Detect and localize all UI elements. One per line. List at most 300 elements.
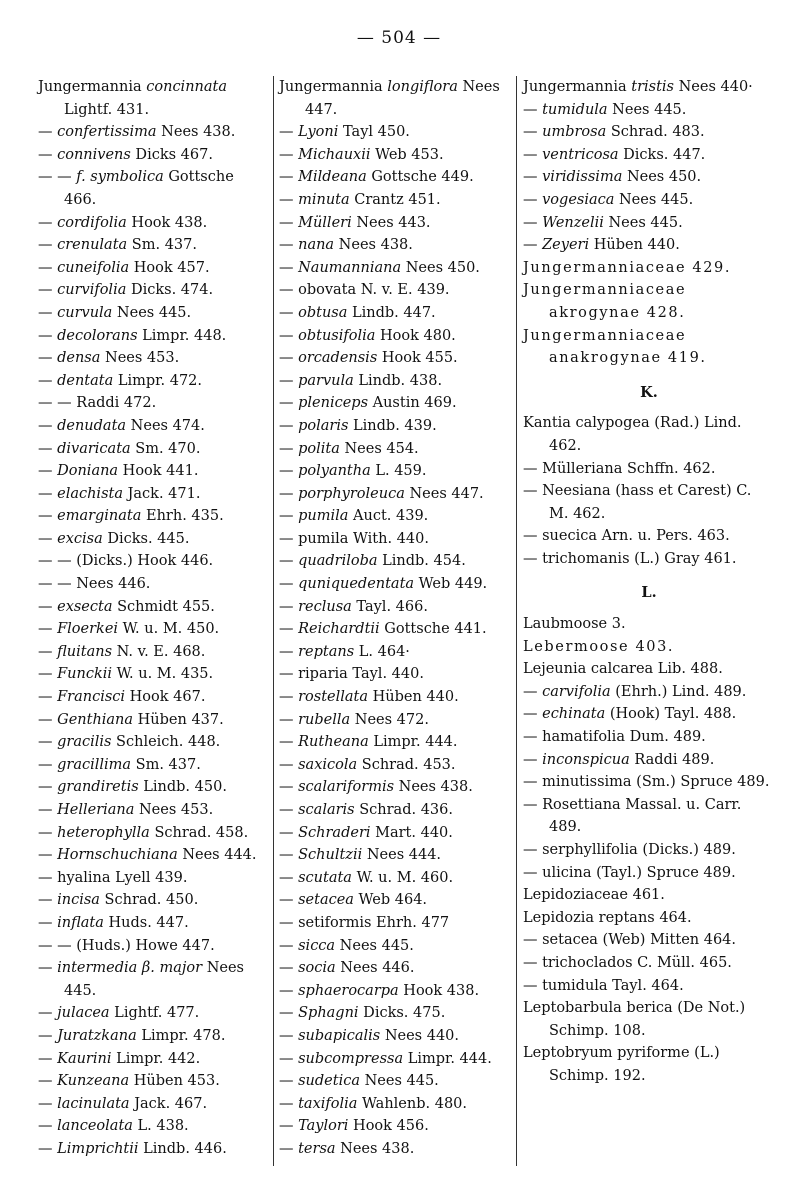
entry-prefix: —: [523, 751, 543, 768]
entry-species-name: Mülleri: [298, 214, 352, 231]
entry-species-name: quadriloba: [298, 553, 378, 570]
entry-species-name: excisa: [57, 530, 103, 547]
entry-author-page: Nees 438.: [335, 1140, 415, 1157]
index-entry: [279, 166, 515, 189]
index-entry: [279, 460, 515, 483]
index-entry: [523, 613, 775, 636]
entry-author-page: Nees 444.: [362, 847, 442, 864]
index-entry: [38, 935, 268, 958]
index-entry: [279, 234, 515, 257]
index-entry: [279, 822, 515, 845]
index-entry: [523, 952, 775, 975]
entry-species-name: Hornschuchiana: [57, 847, 178, 864]
index-entry: [523, 726, 775, 749]
index-entry: [279, 663, 515, 686]
index-entry: [279, 1093, 515, 1116]
entry-author-page: Web 453.: [370, 146, 444, 163]
entry-prefix: —: [38, 124, 58, 141]
entry-author-page: Auct. 439.: [348, 508, 429, 525]
entry-species-name: Schraderi: [298, 824, 371, 841]
index-entry: [279, 1025, 515, 1048]
entry-prefix: —: [38, 1118, 58, 1135]
index-entry: [38, 776, 268, 799]
entry-author-page: Sm. 437.: [127, 237, 197, 254]
entry-species-name: reclusa: [298, 598, 352, 615]
entry-species-name: dentata: [57, 372, 114, 389]
entry-prefix: —: [38, 847, 58, 864]
index-entry: [523, 257, 775, 280]
entry-prefix: Jungermannia: [279, 79, 388, 95]
index-entry: [38, 1138, 268, 1161]
index-entry: [523, 121, 775, 144]
section-letter-heading: [523, 582, 775, 605]
entry-species-name: Doniana: [57, 463, 119, 480]
entry-species-name: gracilis: [57, 734, 112, 751]
entry-prefix: —: [523, 237, 543, 254]
entry-species-name: obtusa: [298, 304, 348, 321]
index-entry: [279, 1070, 515, 1093]
entry-prefix: —: [38, 621, 58, 638]
entry-prefix: L.: [641, 584, 657, 602]
entry-author-page: (Hook) Tayl. 488.: [605, 706, 737, 723]
entry-author-page: Web 464.: [353, 892, 428, 909]
index-entry: [279, 1138, 515, 1161]
entry-prefix: —: [38, 1073, 58, 1090]
entry-prefix: —: [38, 327, 58, 344]
index-entry: [523, 975, 775, 998]
entry-prefix: —: [279, 576, 299, 593]
entry-prefix: —: [38, 304, 58, 321]
entry-author-page: Nees 438.: [394, 779, 473, 796]
entry-prefix: —: [38, 914, 58, 931]
entry-species-name: densa: [57, 350, 101, 367]
entry-prefix: —: [38, 802, 58, 818]
entry-species-name: cordifolia: [57, 214, 127, 231]
entry-species-name: Wenzelii: [542, 214, 604, 231]
index-entry: [523, 771, 775, 794]
entry-species-name: Kaurini: [57, 1050, 112, 1067]
column-rule-left: [273, 76, 274, 1166]
index-entry: [38, 1093, 268, 1116]
index-entry: [279, 957, 515, 980]
index-entry: [279, 596, 515, 619]
index-entry: [523, 907, 775, 930]
entry-species-name: umbrosa: [542, 124, 607, 141]
entry-author-page: Sm. 470.: [130, 440, 201, 457]
entry-species-name: denudata: [57, 417, 127, 434]
index-entry: [523, 99, 775, 122]
entry-prefix: Leptobarbula berica (De Not.) Schimp. 108.: [523, 1000, 746, 1039]
index-entry: [38, 573, 268, 596]
entry-species-name: scutata: [298, 869, 352, 886]
entry-species-name: curvifolia: [57, 282, 127, 299]
entry-prefix: Lepidoziaceae 461.: [523, 887, 665, 904]
entry-author-page: Schrad. 483.: [606, 124, 705, 141]
entry-author-page: Limpr. 472.: [113, 372, 203, 389]
entry-prefix: —: [279, 440, 299, 457]
entry-species-name: cuneifolia: [57, 259, 130, 276]
index-entry: [279, 844, 515, 867]
index-entry: [523, 749, 775, 772]
index-entry: [279, 370, 515, 393]
entry-prefix: — hamatifolia Dum. 489.: [523, 729, 706, 746]
entry-species-name: taxifolia: [298, 1095, 358, 1112]
index-entry: [38, 844, 268, 867]
entry-species-name: inconspicua: [542, 751, 630, 768]
entry-species-name: parvula: [298, 372, 354, 389]
entry-species-name: porphyroleuca: [298, 485, 405, 502]
entry-species-name: Limprichtii: [57, 1140, 139, 1157]
entry-species-name: polita: [298, 440, 340, 457]
entry-author-page: Limpr. 448.: [137, 327, 227, 344]
entry-author-page: Wahlenb. 480.: [357, 1095, 468, 1112]
index-entry: [279, 392, 515, 415]
entry-author-page: Nees 453.: [100, 350, 180, 367]
index-entry: [279, 189, 515, 212]
entry-prefix: — hyalina Lyell 439.: [38, 869, 188, 886]
entry-prefix: —: [279, 259, 299, 276]
entry-author-page: Tayl 450.: [338, 124, 410, 141]
index-entry: [38, 867, 268, 890]
entry-prefix: —: [279, 824, 299, 841]
index-entry: [279, 573, 515, 596]
entry-prefix: —: [38, 779, 58, 796]
entry-prefix: —: [279, 689, 299, 706]
index-entry: [523, 480, 775, 525]
index-entry: [38, 641, 268, 664]
index-entry: [38, 415, 268, 438]
index-entry: [523, 636, 775, 659]
entry-author-page: Tayl. 466.: [351, 598, 428, 615]
index-entry: [523, 234, 775, 257]
entry-species-name: Naumanniana: [298, 259, 402, 276]
index-entry: [523, 884, 775, 907]
entry-prefix: —: [38, 214, 58, 231]
entry-prefix: —: [279, 146, 299, 163]
entry-species-name: f. symbolica: [76, 169, 164, 186]
entry-author-page: Crantz 451.: [349, 191, 441, 208]
entry-species-name: saxicola: [298, 756, 358, 773]
entry-author-page: Web 449.: [414, 576, 488, 593]
index-entry: [523, 144, 775, 167]
entry-prefix: — pumila With. 440.: [279, 530, 429, 547]
entry-prefix: — ulicina (Tayl.) Spruce 489.: [523, 864, 736, 881]
entry-prefix: — —: [38, 169, 77, 186]
entry-species-name: rubella: [298, 711, 351, 728]
entry-author-page: Nees 444.: [177, 847, 257, 864]
entry-author-page: Limpr. 478.: [136, 1027, 226, 1044]
entry-species-name: lanceolata: [57, 1118, 133, 1135]
entry-author-page: Lindb. 439.: [348, 417, 437, 434]
entry-species-name: polaris: [298, 417, 349, 434]
entry-author-page: (Ehrh.) Lind. 489.: [610, 683, 747, 700]
entry-prefix: —: [279, 1095, 299, 1112]
entry-species-name: obtusifolia: [298, 327, 376, 344]
entry-prefix: —: [523, 146, 543, 163]
entry-prefix: —: [279, 982, 299, 999]
entry-species-name: curvula: [57, 304, 113, 321]
index-entry: [38, 234, 268, 257]
index-entry: [38, 550, 268, 573]
entry-author-page: Nees 443.: [351, 214, 431, 231]
index-entry: [523, 1042, 775, 1087]
index-entry: [279, 1048, 515, 1071]
entry-author-page: Nees 453.: [134, 802, 214, 818]
entry-prefix: —: [279, 937, 299, 954]
index-entry: [523, 703, 775, 726]
entry-prefix: —: [279, 350, 299, 367]
entry-prefix: —: [279, 1027, 299, 1044]
entry-prefix: — trichoclados C. Müll. 465.: [523, 954, 732, 971]
entry-species-name: tumidula: [542, 101, 608, 118]
index-entry: [279, 935, 515, 958]
entry-prefix: —: [38, 711, 58, 728]
index-entry: [279, 799, 515, 822]
index-entry: [279, 1002, 515, 1025]
entry-species-name: elachista: [57, 485, 123, 502]
entry-author-page: Schrad. 458.: [149, 824, 249, 841]
entry-prefix: —: [279, 643, 299, 660]
entry-author-page: Nees 445.: [614, 191, 694, 208]
entry-prefix: —: [279, 1073, 299, 1090]
entry-prefix: — riparia Tayl. 440.: [279, 666, 424, 683]
entry-author-page: Sm. 437.: [131, 756, 201, 773]
entry-species-name: minuta: [298, 191, 350, 208]
entry-prefix: —: [38, 756, 58, 773]
entry-prefix: —: [38, 598, 58, 615]
entry-author-page: Schrad. 453.: [357, 756, 456, 773]
index-entry: [38, 1115, 268, 1138]
entry-species-name: emarginata: [57, 508, 142, 525]
entry-author-page: Jack. 467.: [129, 1095, 208, 1112]
entry-author-page: Hüben 440.: [589, 237, 680, 254]
entry-author-page: Hook 438.: [398, 982, 480, 999]
entry-prefix: —: [279, 508, 299, 525]
entry-species-name: setacea: [298, 892, 354, 909]
entry-prefix: Laubmoose 3.: [523, 616, 626, 633]
index-entry: [38, 438, 268, 461]
index-entry: [279, 980, 515, 1003]
entry-author-page: Schmidt 455.: [112, 598, 215, 615]
index-entry: [523, 76, 775, 99]
entry-author-page: Nees 447.: [404, 485, 484, 502]
index-entry: [279, 754, 515, 777]
entry-prefix: — Mülleriana Schffn. 462.: [523, 460, 716, 477]
index-entry: [38, 889, 268, 912]
entry-author-page: Austin 469.: [368, 395, 457, 412]
entry-author-page: Nees 445.: [359, 1073, 439, 1090]
page-number: — 504 —: [356, 28, 442, 48]
entry-author-page: Schrad. 450.: [99, 892, 199, 909]
entry-prefix: —: [38, 960, 58, 977]
index-entry: [523, 189, 775, 212]
entry-prefix: —: [279, 756, 299, 773]
index-entry: [279, 776, 515, 799]
entry-prefix: —: [38, 508, 58, 525]
index-entry: [523, 412, 775, 457]
entry-author-page: L. 438.: [132, 1118, 189, 1135]
entry-author-page: Gottsche 449.: [366, 169, 474, 186]
entry-species-name: quniquedentata: [298, 576, 415, 593]
entry-species-name: julacea: [57, 1005, 110, 1022]
entry-author-page: Lightf. 477.: [109, 1005, 200, 1022]
index-entry: [38, 144, 268, 167]
entry-prefix: —: [38, 666, 58, 683]
entry-species-name: carvifolia: [542, 683, 611, 700]
entry-species-name: lacinulata: [57, 1095, 130, 1112]
entry-author-page: Lindb. 446.: [138, 1140, 227, 1157]
index-entry: [38, 166, 268, 211]
column-rule-right: [516, 76, 517, 1166]
index-entry: [38, 957, 268, 1002]
entry-species-name: scalaris: [298, 802, 355, 818]
entry-species-name: fluitans: [57, 643, 113, 660]
index-entry: [38, 121, 268, 144]
index-entry: [523, 166, 775, 189]
index-entry: [279, 528, 515, 551]
index-entry: [523, 658, 775, 681]
entry-species-name: socia: [298, 960, 336, 977]
index-entry: [38, 347, 268, 370]
entry-species-name: subcompressa: [298, 1050, 404, 1067]
entry-author-page: W. u. M. 435.: [112, 666, 214, 683]
index-entry: [279, 1115, 515, 1138]
entry-author-page: Hook 438.: [126, 214, 208, 231]
entry-prefix: —: [279, 191, 299, 208]
index-entry: [38, 505, 268, 528]
index-column-2: [279, 76, 515, 1161]
index-entry: [523, 548, 775, 571]
entry-prefix: —: [38, 892, 58, 909]
index-entry: [279, 415, 515, 438]
entry-author-page: Schleich. 448.: [111, 734, 221, 751]
entry-prefix: — — (Dicks.) Hook 446.: [38, 553, 214, 570]
entry-prefix: —: [279, 598, 299, 615]
index-entry: [279, 257, 515, 280]
entry-author-page: Hüben 453.: [129, 1073, 220, 1090]
entry-species-name: Schultzii: [298, 847, 363, 864]
entry-author-page: Nees 446.: [335, 960, 415, 977]
entry-author-page: Dicks 467.: [130, 146, 213, 163]
entry-species-name: tristis: [631, 79, 674, 95]
entry-prefix: —: [279, 960, 299, 977]
entry-prefix: — — (Huds.) Howe 447.: [38, 937, 215, 954]
index-column-1: [38, 76, 268, 1161]
index-entry: [279, 889, 515, 912]
entry-prefix: — serphyllifolia (Dicks.) 489.: [523, 842, 736, 858]
entry-species-name: heterophylla: [57, 824, 150, 841]
entry-prefix: —: [38, 440, 58, 457]
index-entry: [279, 144, 515, 167]
entry-prefix: —: [38, 734, 58, 751]
entry-author-page: Nees 450.: [622, 169, 702, 186]
entry-prefix: Jungermanniaceae akrogynae 428.: [523, 282, 687, 321]
entry-prefix: —: [38, 643, 58, 660]
entry-prefix: —: [279, 1050, 299, 1067]
entry-prefix: —: [38, 530, 58, 547]
entry-prefix: Jungermanniaceae 429.: [523, 259, 732, 276]
entry-prefix: —: [279, 892, 299, 909]
entry-prefix: —: [523, 683, 543, 700]
index-entry: [279, 505, 515, 528]
entry-species-name: Helleriana: [57, 802, 135, 818]
entry-species-name: Floerkei: [57, 621, 119, 638]
entry-author-page: Hüben 437.: [133, 711, 224, 728]
entry-prefix: Lepidozia reptans 464.: [523, 909, 692, 926]
entry-author-page: Nees 440.: [380, 1027, 460, 1044]
entry-prefix: —: [523, 214, 543, 231]
entry-prefix: —: [38, 372, 58, 389]
entry-prefix: —: [279, 621, 299, 638]
entry-prefix: —: [523, 101, 543, 118]
entry-author-page: Mart. 440.: [370, 824, 453, 841]
entry-prefix: —: [38, 485, 58, 502]
entry-author-page: Lindb. 447.: [347, 304, 436, 321]
entry-author-page: Ehrh. 435.: [141, 508, 224, 525]
index-entry: [38, 325, 268, 348]
entry-species-name: tersa: [298, 1140, 336, 1157]
entry-species-name: viridissima: [542, 169, 623, 186]
entry-prefix: —: [38, 282, 58, 299]
entry-prefix: —: [279, 847, 299, 864]
index-entry: [279, 438, 515, 461]
index-entry: [38, 1070, 268, 1093]
entry-prefix: — suecica Arn. u. Pers. 463.: [523, 528, 730, 545]
entry-species-name: decolorans: [57, 327, 138, 344]
entry-species-name: orcadensis: [298, 350, 378, 367]
entry-species-name: gracillima: [57, 756, 132, 773]
index-entry: [279, 302, 515, 325]
entry-prefix: —: [279, 869, 299, 886]
index-entry: [279, 618, 515, 641]
entry-author-page: Nees 450.: [401, 259, 480, 276]
entry-species-name: Reichardtii: [298, 621, 380, 638]
entry-species-name: ventricosa: [542, 146, 619, 163]
entry-prefix: —: [523, 191, 543, 208]
entry-species-name: crenulata: [57, 237, 128, 254]
entry-author-page: Nees 474.: [126, 417, 205, 434]
entry-prefix: K.: [640, 383, 658, 401]
entry-author-page: Schrad. 436.: [354, 802, 453, 818]
index-column-3: [523, 76, 775, 1088]
index-entry: [38, 1025, 268, 1048]
entry-author-page: Dicks. 475.: [358, 1005, 446, 1022]
index-entry: [38, 279, 268, 302]
entry-author-page: W. u. M. 460.: [351, 869, 454, 886]
entry-species-name: sphaerocarpa: [298, 982, 399, 999]
entry-species-name: Mildeana: [298, 169, 367, 186]
entry-species-name: subapicalis: [298, 1027, 381, 1044]
entry-prefix: —: [279, 214, 299, 231]
entry-prefix: Lebermoose 403.: [523, 638, 675, 655]
entry-species-name: confertissima: [57, 124, 157, 141]
entry-author-page: Lindb. 454.: [377, 553, 466, 570]
index-entry: [279, 709, 515, 732]
entry-author-page: Nees 472.: [350, 711, 429, 728]
index-entry: [523, 997, 775, 1042]
index-entry: [38, 392, 268, 415]
index-entry: [279, 912, 515, 935]
entry-author-page: Gottsche 466.: [64, 169, 234, 208]
entry-species-name: Lyoni: [298, 124, 339, 141]
entry-species-name: Francisci: [57, 689, 126, 706]
entry-author-page: Gottsche 441.: [379, 621, 487, 638]
index-entry: [523, 839, 775, 862]
entry-author-page: Huds. 447.: [103, 914, 189, 931]
entry-prefix: —: [279, 1118, 299, 1135]
entry-prefix: Lejeunia calcarea Lib. 488.: [523, 661, 723, 678]
entry-prefix: Kantia calypogea (Rad.) Lind. 462.: [523, 415, 742, 454]
